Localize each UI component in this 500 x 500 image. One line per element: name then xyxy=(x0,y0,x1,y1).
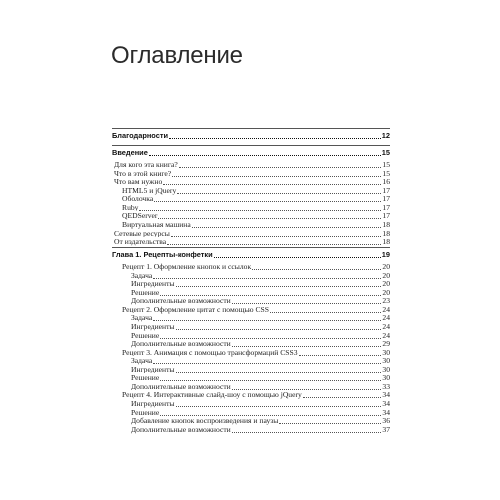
dot-leader xyxy=(214,250,381,258)
toc-entry-page-number: 19 xyxy=(381,249,390,259)
toc-entry-title: Дополнительные возможности xyxy=(112,425,232,434)
toc-entry-title: Дополнительные возможности xyxy=(112,296,232,305)
dot-leader xyxy=(160,331,381,339)
toc-entry-page-number: 15 xyxy=(382,168,390,178)
toc-entry-title: Что вам нужно xyxy=(114,177,163,187)
toc-entry-page-number: 20 xyxy=(382,287,390,297)
toc-entry-page-number: 34 xyxy=(382,390,390,400)
toc-entry-title: Дополнительные возможности xyxy=(112,339,232,348)
dot-leader xyxy=(160,373,381,381)
dot-leader xyxy=(299,348,382,356)
toc-entry-page-number: 23 xyxy=(382,296,390,306)
toc-entry-page-number: 34 xyxy=(382,407,390,417)
toc-entry-page-number: 33 xyxy=(382,381,390,391)
dot-leader xyxy=(172,169,381,177)
toc-entry-page-number: 30 xyxy=(382,373,390,383)
toc-entry-title: Задача xyxy=(112,271,153,280)
toc-chapter-entry[interactable] xyxy=(112,148,390,157)
toc-entry-title: QEDServer xyxy=(112,211,158,220)
toc-chapter-entry[interactable] xyxy=(112,131,390,140)
toc-entry-title: Добавление кнопок воспроизведения и паузы xyxy=(112,416,279,425)
toc-entry-title: Ингредиенты xyxy=(112,365,176,374)
toc-entry-title: Ингредиенты xyxy=(112,279,176,288)
toc-entry-title: Рецепт 1. Оформление кнопок и ссылок xyxy=(112,262,252,271)
toc-entry-title: Решение xyxy=(112,288,160,297)
toc-entry-title: Глава 1. Рецепты-конфетки xyxy=(112,249,213,259)
toc-entry-page-number: 18 xyxy=(382,228,390,238)
toc-entry-title: Решение xyxy=(112,408,160,417)
toc-entry-page-number: 16 xyxy=(382,177,390,187)
toc-entry-title: Благодарности xyxy=(112,131,168,140)
toc-entry-title: Задача xyxy=(112,356,153,365)
dot-leader xyxy=(176,399,382,407)
dot-leader xyxy=(176,322,382,330)
dot-leader xyxy=(303,390,382,398)
toc-entry-title: Решение xyxy=(112,373,160,382)
page-title: Оглавление xyxy=(111,42,243,69)
toc-entry-page-number: 12 xyxy=(381,131,390,140)
toc-entry-title: Ruby xyxy=(112,203,139,212)
toc-entry-title: Рецепт 3. Анимация с помощью трансформаций CSS3 xyxy=(112,348,299,357)
dot-leader xyxy=(163,177,381,185)
chapter-rule xyxy=(112,128,390,129)
dot-leader xyxy=(252,262,381,270)
toc-entry-title: Для кого эта книга? xyxy=(114,160,178,170)
toc-entry-title: HTML5 и jQuery xyxy=(112,186,177,195)
toc-entry-page-number: 24 xyxy=(382,322,390,331)
toc-entry-page-number: 20 xyxy=(382,279,390,289)
toc-entry-title: От издательства xyxy=(114,237,167,247)
toc-entry-page-number: 30 xyxy=(382,364,390,374)
toc-entry-title: Виртуальная машина xyxy=(112,220,192,229)
toc-entry-title: Сетевые ресурсы xyxy=(114,228,170,238)
toc-entry-page-number: 24 xyxy=(382,304,390,314)
toc-entry-page-number: 30 xyxy=(382,356,390,366)
dot-leader xyxy=(270,305,381,313)
dot-leader xyxy=(232,339,382,347)
toc-entry-title: Задача xyxy=(112,313,153,322)
toc-entry-page-number: 18 xyxy=(382,237,390,247)
toc-entry[interactable] xyxy=(112,237,390,246)
dot-leader xyxy=(158,211,381,219)
dot-leader xyxy=(153,271,381,279)
toc-entry-page-number: 24 xyxy=(382,313,390,323)
dot-leader xyxy=(232,382,382,390)
toc-entry-title: Введение xyxy=(112,147,148,157)
dot-leader xyxy=(160,288,381,296)
toc-entry[interactable] xyxy=(112,425,390,434)
dot-leader xyxy=(149,148,381,156)
dot-leader xyxy=(139,203,381,211)
toc-entry-page-number: 20 xyxy=(382,262,390,272)
toc-entry-page-number: 15 xyxy=(382,160,390,170)
toc-entry-title: Ингредиенты xyxy=(112,322,176,331)
toc-entry-title: Рецепт 2. Оформление цитат с помощью CSS xyxy=(112,305,270,314)
dot-leader xyxy=(192,220,382,228)
toc-entry-page-number: 34 xyxy=(382,398,390,408)
dot-leader xyxy=(153,356,381,364)
dot-leader xyxy=(232,425,382,433)
toc-entry-page-number: 24 xyxy=(382,330,390,340)
toc-entry-title: Решение xyxy=(112,331,160,340)
toc-entry-page-number: 17 xyxy=(382,211,390,221)
toc-entry-page-number: 18 xyxy=(382,219,390,229)
toc-chapter-entry[interactable] xyxy=(112,250,390,259)
dot-leader xyxy=(177,186,381,194)
dot-leader xyxy=(169,131,381,139)
toc-entry-page-number: 17 xyxy=(382,194,390,204)
toc-entry-title: Что в этой книге? xyxy=(114,168,172,178)
dot-leader xyxy=(171,229,382,237)
toc-entry-page-number: 30 xyxy=(382,347,390,357)
toc-entry-page-number: 36 xyxy=(382,416,390,426)
toc-entry-page-number: 29 xyxy=(382,339,390,349)
dot-leader xyxy=(154,194,381,202)
toc-entry-title: Ингредиенты xyxy=(112,399,176,408)
toc-entry-title: Рецепт 4. Интерактивные слайд-шоу с помощью jQuery xyxy=(112,390,303,399)
dot-leader xyxy=(176,279,382,287)
toc-entry-page-number: 17 xyxy=(382,185,390,195)
dot-leader xyxy=(279,416,381,424)
toc-entry-page-number: 15 xyxy=(381,147,390,157)
dot-leader xyxy=(176,365,382,373)
dot-leader xyxy=(232,296,382,304)
toc-entry-title: Оболочка xyxy=(112,194,154,203)
dot-leader xyxy=(153,313,381,321)
dot-leader xyxy=(179,160,382,168)
toc-entry-page-number: 37 xyxy=(382,424,390,434)
chapter-rule xyxy=(112,247,390,248)
dot-leader xyxy=(160,408,381,416)
toc-entry-title: Дополнительные возможности xyxy=(112,382,232,391)
toc-entry-page-number: 20 xyxy=(382,270,390,280)
dot-leader xyxy=(167,237,381,245)
toc-entry-page-number: 17 xyxy=(382,202,390,212)
chapter-rule xyxy=(112,145,390,146)
